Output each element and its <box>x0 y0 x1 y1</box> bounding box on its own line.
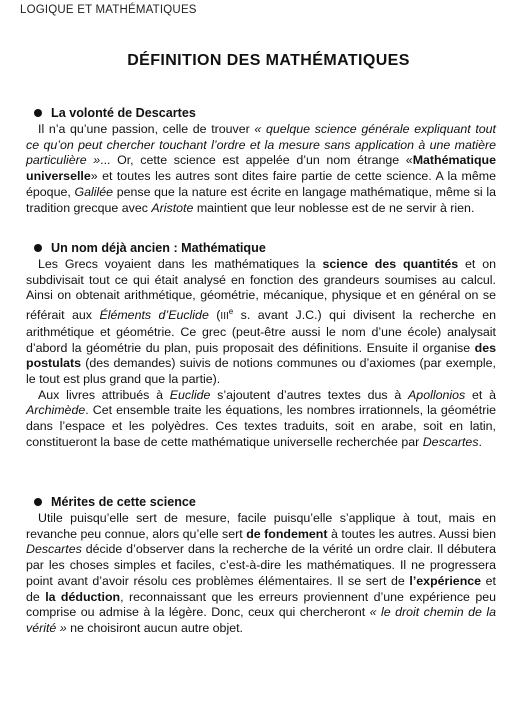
text-run: Utile puisqu’elle sert de mesure, facile puisqu’elle s’applique à tout, mais en revanche peu connue, alors qu’elle sert <box>26 511 496 541</box>
emphasis-text: la déduction <box>45 589 121 604</box>
name-text: Archimède <box>26 403 86 418</box>
section-volonte-descartes <box>26 105 496 216</box>
text-run: s. avant J.C.) qui divisent la recherche en arithmétique et géométrie. Ce grec (peut-être aussi le nom d’une école) analysait d’abord la géométrie du plan, puis proposait des définitions. Ensuite il organise <box>26 308 496 355</box>
bullet-icon <box>34 109 42 117</box>
paragraph <box>26 257 496 388</box>
text-run: (des demandes) suivis de notions communes ou d’axiomes (par exemple, le tout est plus grand que la partie). <box>26 356 496 387</box>
text-run: et de <box>26 573 496 604</box>
paragraph <box>26 122 496 216</box>
text-run: , reconnaissant que les erreurs proviennent d’une expérience peu comprise ou admise à la légère. Donc, ceux qui chercheront <box>26 589 496 620</box>
text-run: et on subdivisait tout ce qui était analysé en fonction des grandeurs soumises au calcul. Ainsi on obtenait arithmétique, géométrie, mécanique, physique et en général on se référait aux <box>26 257 496 323</box>
text-run: ( <box>208 308 221 323</box>
text-run: à toutes les autres. Aussi bien <box>327 526 497 541</box>
section-nom-ancien <box>26 240 496 451</box>
name-text: Aristote <box>151 200 194 215</box>
name-text: Descartes <box>26 542 82 557</box>
paragraph <box>26 511 496 637</box>
text-run: et à <box>465 387 496 402</box>
text-run: Aux livres attribués à <box>38 387 170 402</box>
heading-text: Mérites de cette science <box>51 495 196 509</box>
name-text: Apollonios <box>408 387 466 402</box>
text-run: décide d’observer dans la recherche de la vérité un ordre clair. Il débutera par les choses simples et faciles, c’est-à-dire les mathématiques. Il ne progressera point avant d’avoir résolu ces problèmes élémentaires. Il se sert de <box>26 542 496 588</box>
page-title: DÉFINITION DES MATHÉMATIQUES <box>127 52 410 69</box>
text-run: Il n’a qu’une passion, celle de trouver <box>38 122 255 136</box>
text-run: Les Grecs voyaient dans les mathématiques la <box>38 257 323 271</box>
text-run: » et toutes les autres sont dites faire partie de cette science. A la même époque, <box>26 169 496 199</box>
quote-text: « quelque science générale expliquant tout ce qu’on peut chercher touchant l’ordre et la mesure sans application à une matière particulière » <box>26 122 496 168</box>
name-text: Galilée <box>74 184 114 199</box>
running-head: LOGIQUE ET MATHÉMATIQUES <box>20 4 197 16</box>
text-run: ... Or, cette science est appelée d’un nom étrange « <box>100 153 413 168</box>
name-text: Descartes <box>422 434 479 449</box>
title-text: Éléments d’Euclide <box>99 308 209 323</box>
name-text: Euclide <box>169 387 211 402</box>
superscript: e <box>228 307 234 317</box>
paragraph <box>26 388 496 451</box>
emphasis-text: des postulats <box>26 340 496 371</box>
bullet-icon <box>34 498 42 506</box>
text-run: s’ajoutent d’autres textes dus à <box>210 387 409 402</box>
emphasis-text: de fondement <box>246 526 328 541</box>
roman-numeral: III <box>220 311 229 323</box>
heading-text: Un nom déjà ancien : Mathématique <box>51 241 266 255</box>
bullet-icon <box>34 244 42 252</box>
text-run: pense que la nature est écrite en langage mathématique, même si la tradition grecque avec <box>26 184 496 215</box>
section-merites <box>26 494 496 637</box>
emphasis-text: science des quantités <box>322 257 459 271</box>
text-run: ne choisiront aucun autre objet. <box>66 620 243 635</box>
emphasis-text: Mathématique universelle <box>26 153 496 184</box>
section-heading <box>26 240 496 256</box>
emphasis-text: l’expérience <box>409 573 482 588</box>
text-run: maintient que leur noblesse est de ne servir à rien. <box>193 200 475 215</box>
quote-text: « le droit chemin de la vérité » <box>26 605 496 635</box>
text-run: . <box>478 434 482 449</box>
heading-text: La volonté de Descartes <box>51 106 196 120</box>
text-run: . Cet ensemble traite les équations, les nombres irrationnels, la géométrie dans l’espace et les polyèdres. Ces textes traduits, soit en arabe, soit en latin, constitueront la base de cette mathématique universelle recherchée par <box>26 403 496 449</box>
section-heading <box>26 494 496 510</box>
section-heading <box>26 105 496 121</box>
